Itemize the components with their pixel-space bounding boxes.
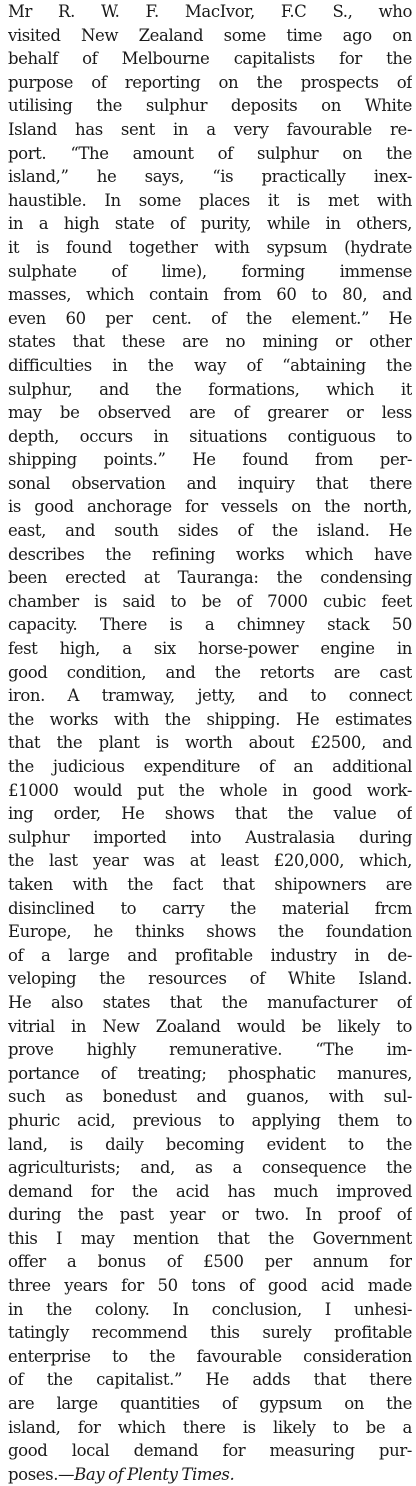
article-line: capacity. There is a chimney stack 50 — [8, 615, 412, 635]
article-line: been erected at Tauranga: the condensing — [8, 568, 412, 588]
article-line: demand for the acid has much improved — [8, 1181, 412, 1201]
article-line: land, is daily becoming evident to the — [8, 1134, 412, 1154]
article-line: may be observed are of grearer or less — [8, 403, 412, 423]
article-line: even 60 per cent. of the element.” He — [8, 308, 412, 328]
article-line: iron. A tramway, jetty, and to connect — [8, 686, 412, 706]
article-line: enterprise to the favourable consideration — [8, 1346, 412, 1366]
article-line: good condition, and the retorts are cast — [8, 662, 412, 682]
article-line: island, for which there is likely to be a — [8, 1417, 412, 1437]
article-line: of the capitalist.” He adds that there — [8, 1370, 412, 1390]
article-line: this I may mention that the Government — [8, 1228, 412, 1248]
article-line: difficulties in the way of “abtaining the — [8, 355, 412, 375]
article-line: three years for 50 tons of good acid made — [8, 1276, 412, 1296]
article-line: masses, which contain from 60 to 80, and — [8, 285, 412, 305]
article-line: disinclined to carry the material frcm — [8, 898, 412, 918]
article-line: chamber is said to be of 7000 cubic feet — [8, 591, 412, 611]
article-line: Europe, he thinks shows the foundation — [8, 922, 412, 942]
article-line: during the past year or two. In proof of — [8, 1205, 412, 1225]
article-line: vitrial in New Zoaland would be likely to — [8, 1016, 412, 1036]
article-line: port. “The amount of sulphur on the — [8, 143, 412, 163]
article-line: He also states that the manufacturer of — [8, 992, 412, 1012]
article-line: Mr R. W. F. MacIvor, F.C S., who — [8, 2, 412, 21]
article-line: agriculturists; and, as a consequence the — [8, 1158, 412, 1178]
article-line: of a large and profitable industry in de- — [8, 945, 412, 965]
article-line: are large quantities of gypsum on the — [8, 1394, 412, 1414]
article-line: east, and south sides of the island. He — [8, 521, 412, 541]
article-line: sulphur imported into Australasia during — [8, 827, 412, 847]
article-line: in a high state of purity, while in others, — [8, 214, 412, 234]
article-line: behalf of Melbourne capitalists for the — [8, 49, 412, 69]
article-line: phuric acid, previous to applying them to — [8, 1110, 412, 1130]
article-line: ing order, He shows that the value of — [8, 804, 412, 824]
article-closing-line — [8, 1463, 412, 1486]
article-line: sulphate of lime), forming immense — [8, 261, 412, 281]
article-line: describes the refining works which have — [8, 544, 412, 564]
article-line: shipping points.” He found from per- — [8, 450, 412, 470]
article-line: that the plant is worth about £2500, and — [8, 733, 412, 753]
article-line: fest high, a six horse-power engine in — [8, 639, 412, 659]
article-line: prove highly remunerative. “The im- — [8, 1040, 412, 1060]
article-line: the judicious expenditure of an additional — [8, 757, 412, 776]
article-line: the works with the shipping. He estimates — [8, 709, 412, 729]
article-line: utilising the sulphur deposits on White — [8, 96, 412, 116]
closing-text: poses.— — [8, 1464, 75, 1484]
article-line: visited New Zealand some time ago on — [8, 25, 412, 45]
article-line: island,” he says, “is practically inex- — [8, 167, 412, 187]
article-line: tatingly recommend this surely profitable — [8, 1323, 412, 1343]
article-body — [8, 0, 412, 1463]
article-line: good local demand for measuring pur- — [8, 1441, 412, 1461]
article-line: it is found together with sypsum (hydrate — [8, 237, 412, 257]
article-line: such as bonedust and guanos, with sul- — [8, 1087, 412, 1107]
article-line: haustible. In some places it is met with — [8, 190, 412, 210]
article-line: portance of treating; phosphatic manures, — [8, 1063, 412, 1083]
newspaper-article — [8, 0, 412, 1486]
article-line: in the colony. In conclusion, I unhesi- — [8, 1299, 412, 1319]
article-line: £1000 would put the whole in good work- — [8, 780, 412, 800]
article-line: offer a bonus of £500 per annum for — [8, 1252, 412, 1272]
article-line: sonal observation and inquiry that there — [8, 473, 412, 493]
article-line: purpose of reporting on the prospects of — [8, 72, 412, 92]
article-line: the last year was at least £20,000, which, — [8, 851, 412, 871]
source-attribution: Bay of Plenty Times. — [74, 1464, 235, 1484]
article-line: is good anchorage for vessels on the north, — [8, 497, 412, 517]
article-line: sulphur, and the formations, which it — [8, 379, 412, 399]
article-line: Island has sent in a very favourable re- — [8, 119, 412, 139]
article-line: veloping the resources of White Island. — [8, 969, 412, 989]
article-line: states that these are no mining or other — [8, 332, 412, 352]
article-line: taken with the fact that shipowners are — [8, 874, 412, 894]
article-line: depth, occurs in situations contiguous to — [8, 426, 412, 446]
